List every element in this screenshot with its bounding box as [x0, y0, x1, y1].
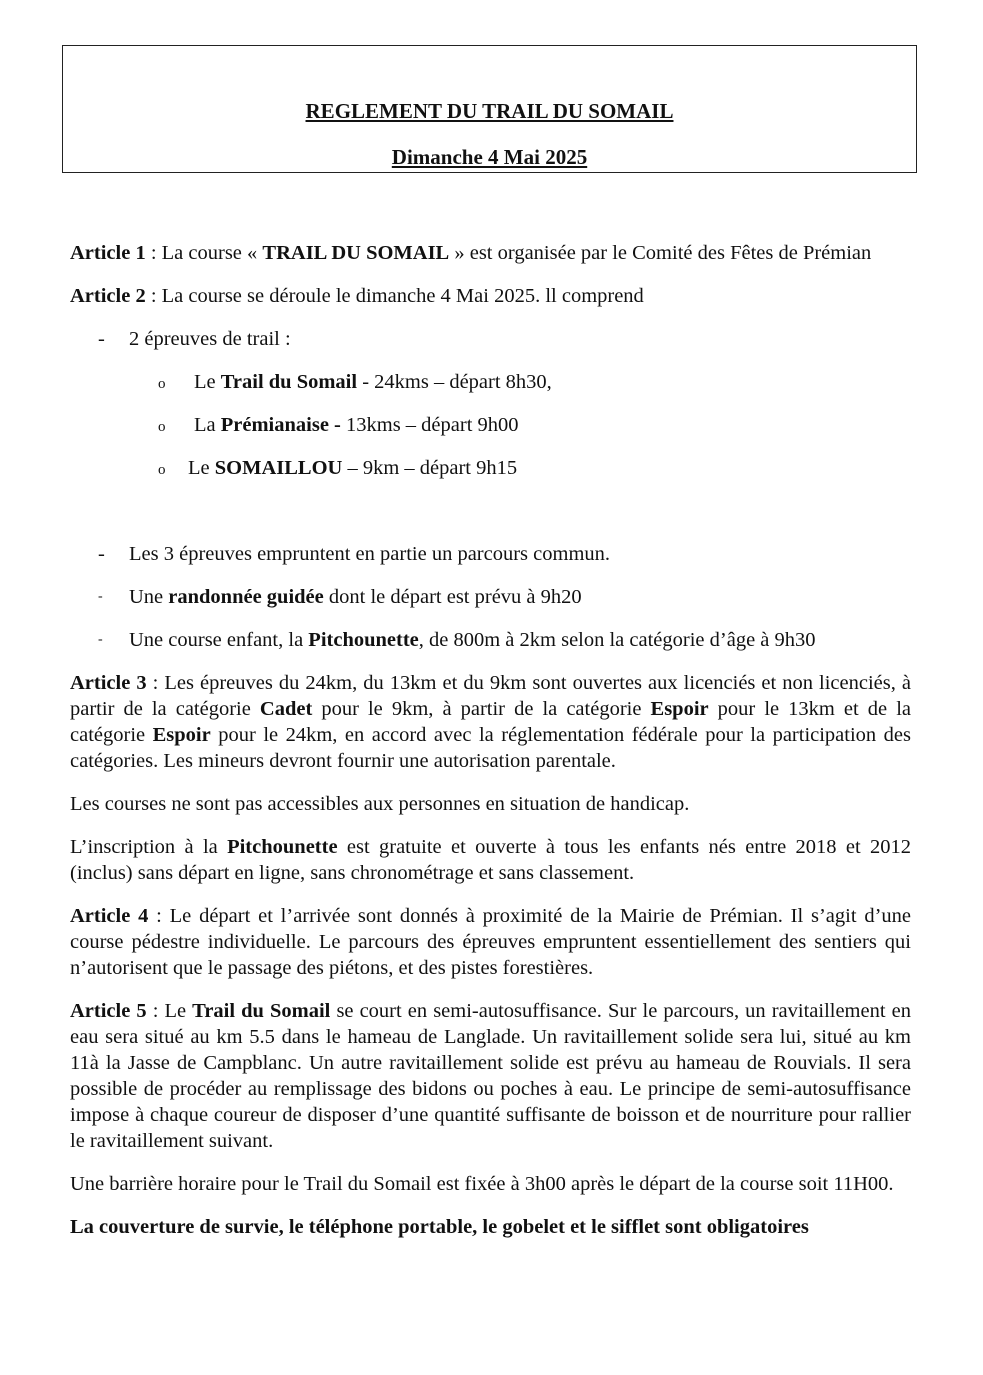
sub-list-item: o Le SOMAILLOU – 9km – départ 9h15 [70, 455, 911, 481]
dash-bullet: - [98, 589, 103, 604]
article-5: Article 5 : Le Trail du Somail se court en semi-autosuffisance. Sur le parcours, un ravitaillement en eau sera situé au km 5.5 dans le hameau de Langlade. Un ravitaillement solide sera lui, situé au km 11à la Jasse de Campblanc. Un autre ravitaillement solide est prévu au hameau de Rouvials. Il sera possible de procéder au remplissage des bidons ou poches à eau. Le principe de semi-autosuffisance impose à chaque coureur de disposer d’une quantité suffisante de boisson et de nourriture pour rallier le ravitaillement suivant. [70, 1000, 911, 1152]
dash-bullet: - [98, 632, 103, 647]
spacer [70, 498, 911, 541]
article-3-label: Article 3 [70, 672, 147, 694]
time-barrier-paragraph: Une barrière horaire pour le Trail du Somail est fixée à 3h00 après le départ de la course soit 11H00. [70, 1173, 894, 1195]
article-4: Article 4 : Le départ et l’arrivée sont donnés à proximité de la Mairie de Prémian. Il s’agit d’une course pédestre individuelle. Le parcours des épreuves empruntent essentiellement des sentiers qui n’autorisent que le passage des piétons, et des pistes forestières. [70, 905, 912, 979]
article-2-label: Article 2 [70, 285, 146, 307]
sub-list-item: o La Prémianaise - 13kms – départ 9h00 [70, 412, 911, 438]
document-body [70, 240, 911, 1257]
dash-bullet: - [98, 328, 105, 350]
article-1: Article 1 : La course « TRAIL DU SOMAIL » est organisée par le Comité des Fêtes de Prémian [70, 242, 872, 264]
mandatory-equipment-paragraph: La couverture de survie, le téléphone portable, le gobelet et le sifflet sont obligatoires [70, 1216, 809, 1238]
accessibility-paragraph: Les courses ne sont pas accessibles aux personnes en situation de handicap. [70, 793, 690, 815]
article-5-label: Article 5 [70, 1000, 147, 1022]
title-box [62, 45, 917, 173]
list-item: - 2 épreuves de trail : [98, 328, 291, 350]
document-title: REGLEMENT DU TRAIL DU SOMAIL [305, 99, 674, 123]
article-4-label: Article 4 [70, 905, 149, 927]
article-2: Article 2 : La course se déroule le dimanche 4 Mai 2025. ll comprend [70, 285, 644, 307]
article-3: Article 3 : Les épreuves du 24km, du 13km et du 9km sont ouvertes aux licenciés et non licenciés, à partir de la catégorie Cadet pour le 9km, à partir de la catégorie Espoir pour le 13km et de la catégorie Espoir pour le 24km, en accord avec la réglementation fédérale pour la participation des catégories. Les mineurs devront fournir une autorisation parentale. [70, 672, 911, 772]
article-1-label: Article 1 [70, 242, 146, 264]
dash-bullet: - [98, 543, 105, 565]
list-item: - Une course enfant, la Pitchounette, de 800m à 2km selon la catégorie d’âge à 9h30 [98, 629, 816, 651]
sub-list-item: o Le Trail du Somail - 24kms – départ 8h30, [70, 369, 911, 395]
pitchounette-paragraph: L’inscription à la Pitchounette est gratuite et ouverte à tous les enfants nés entre 2018 et 2012 (inclus) sans départ en ligne, sans chronométrage et sans classement. [70, 836, 912, 884]
circle-bullet-icon: o [158, 462, 166, 478]
list-item: - Les 3 épreuves empruntent en partie un parcours commun. [98, 543, 611, 565]
list-item: - Une randonnée guidée dont le départ est prévu à 9h20 [98, 586, 582, 608]
circle-bullet-icon: o [158, 419, 166, 435]
circle-bullet-icon: o [158, 376, 166, 392]
event-date: Dimanche 4 Mai 2025 [391, 145, 588, 169]
